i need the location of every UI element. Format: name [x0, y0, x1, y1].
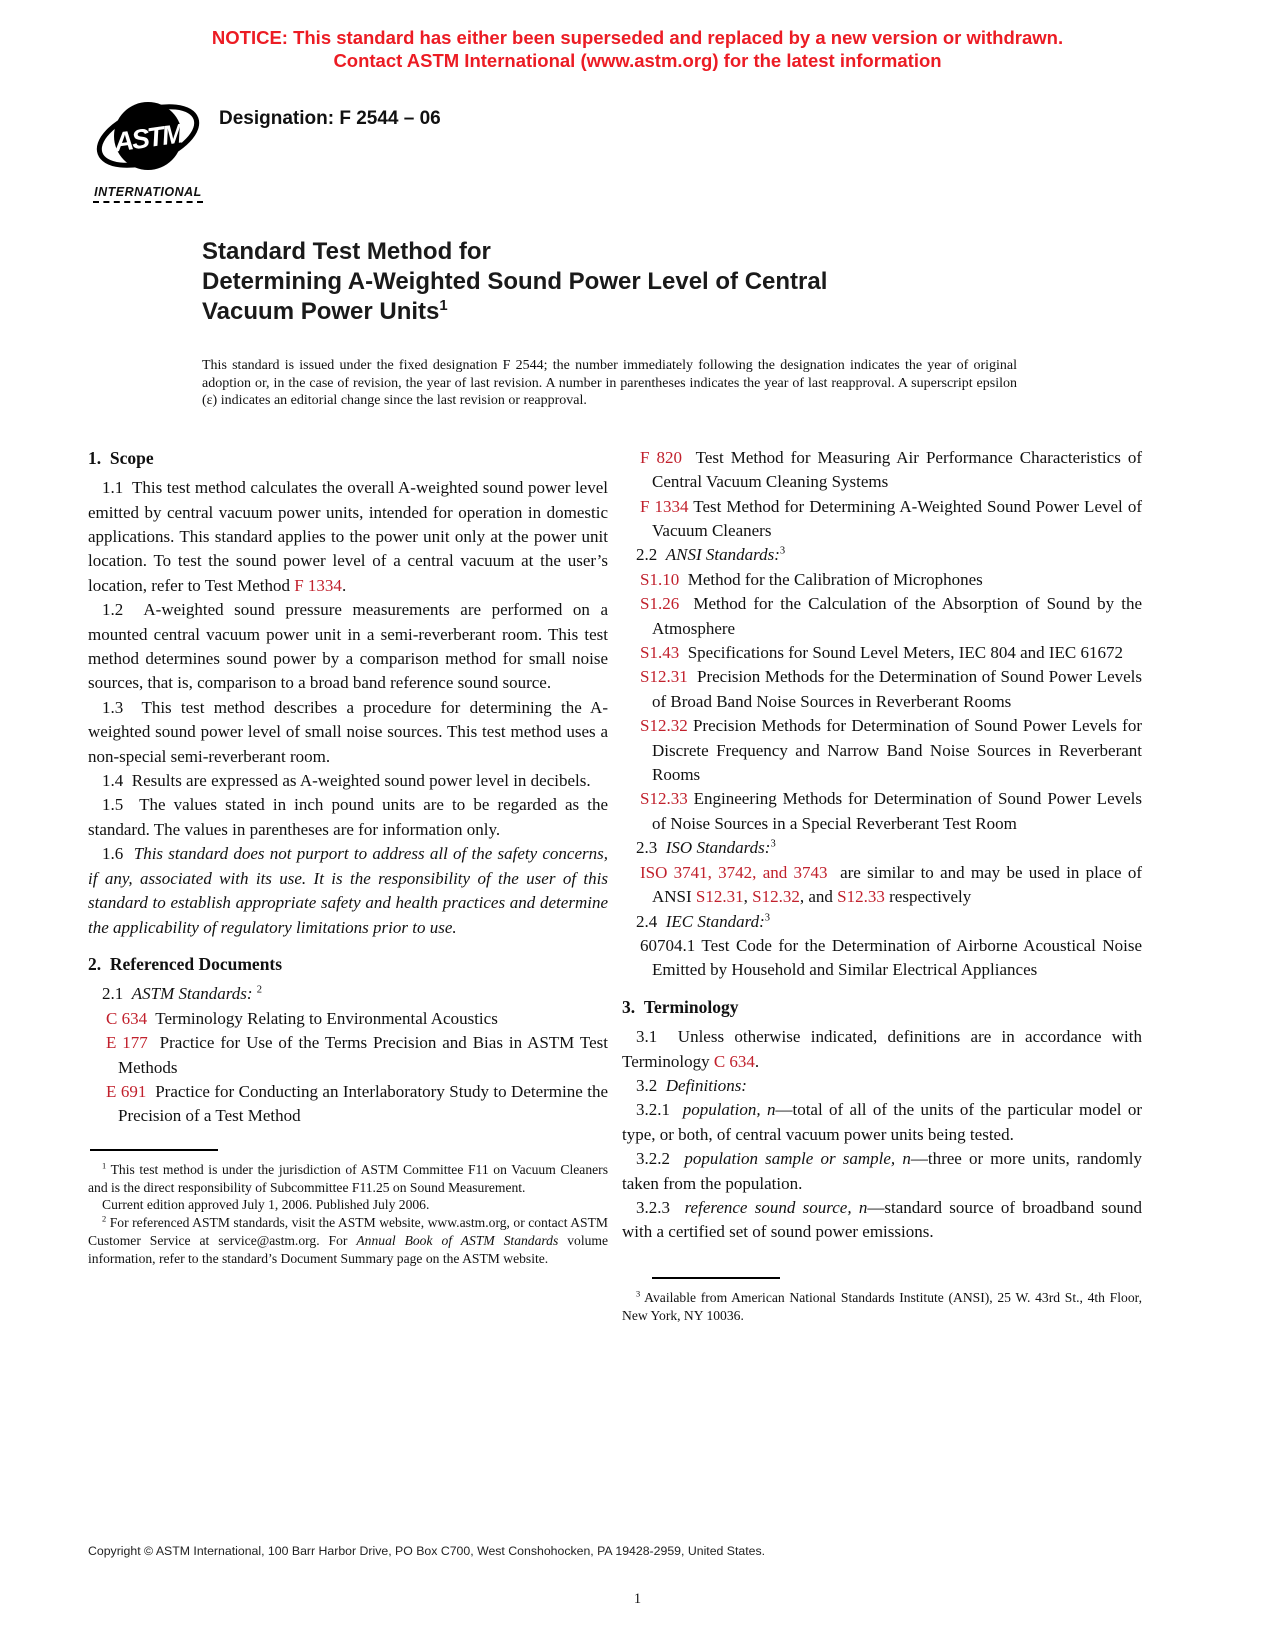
text-segment: Precision Methods for the Determination of Sound Power Levels of Broad Band Noise Sources in Reverberant Rooms	[652, 667, 1142, 711]
footnote-rule-right	[652, 1277, 780, 1279]
reference-s1-10	[622, 568, 1142, 592]
reference-iso-3741	[622, 861, 1142, 910]
text-segment: —three or more units, randomly taken from the population.	[622, 1149, 1143, 1193]
text-segment: , and	[799, 887, 838, 907]
title-line-2: Determining A-Weighted Sound Power Level of Central	[202, 268, 828, 295]
section-3-heading: 3. Terminology	[622, 996, 739, 1017]
text-segment: Available from American National Standards Institute (ANSI), 25 W. 43rd St., 4th Floor, New York, NY 10036.	[622, 1289, 1142, 1323]
doc-link[interactable]: S12.32	[752, 887, 800, 907]
text-segment: ANSI Standards:	[665, 545, 780, 565]
doc-link[interactable]: S1.10	[640, 569, 680, 589]
paragraph-1-4: 1.4 Results are expressed as A-weighted sound power level in decibels.	[102, 771, 591, 791]
right-column	[622, 446, 1142, 1325]
footnote-rule-left	[90, 1149, 218, 1151]
text-segment: —standard source of broadband sound with a certified set of sound power emissions.	[622, 1197, 1142, 1242]
issued-note: This standard is issued under the fixed designation F 2544; the number immediately following the designation indicates the year of original adoption or, in the case of revision, the year of last revision. A number in parentheses indicates the year of last reapproval. A superscript epsilon (ε) indicates an editorial change since the last revision or reapproval.	[202, 358, 1017, 409]
footnote-2-text	[88, 1214, 608, 1267]
footnote-3-text	[622, 1289, 1142, 1325]
text-segment: 3	[770, 838, 776, 850]
footnote-1	[88, 1161, 608, 1268]
text-segment: 1	[439, 298, 448, 314]
doc-link[interactable]: S12.31	[640, 667, 688, 687]
text-segment: 3.2.1	[636, 1100, 683, 1120]
doc-link[interactable]: F 820	[640, 447, 682, 467]
reference-s12-32	[622, 714, 1142, 787]
footnote-3	[622, 1289, 1142, 1325]
text-segment: 2	[102, 1213, 107, 1224]
text-segment: IEC Standard:	[665, 911, 765, 931]
paragraph-3-1	[622, 1025, 1142, 1074]
text-segment: Test Method for Determining A-Weighted Sound Power Level of Vacuum Cleaners	[652, 496, 1142, 540]
paragraph-1-6	[88, 842, 608, 940]
reference-s1-43	[622, 641, 1142, 665]
document-header	[93, 92, 1275, 203]
text-segment: are similar to and may be used in place of ANSI	[652, 862, 1142, 907]
text-segment: Specifications for Sound Level Meters, IEC 804 and IEC 61672	[679, 643, 1124, 663]
text-segment: 1.1 This test method calculates the overall A-weighted sound power level emitted by central vacuum power units, intended for operation in domestic applications. This standard applies to the power unit only at the power unit location. To test the sound power level of a central vacuum at the user’s location, refer to Test Method	[88, 478, 608, 595]
text-segment: —total of all of the units of the particular model or type, or both, of central vacuum power units being tested.	[622, 1100, 1143, 1144]
reference-60704-1: 60704.1 Test Code for the Determination of Airborne Acoustical Noise Emitted by Household and Similar Electrical Appliances	[640, 935, 1142, 980]
paragraph-3-2	[622, 1074, 1142, 1098]
doc-link[interactable]: S12.32	[640, 716, 688, 736]
reference-s1-26	[622, 592, 1142, 641]
body-columns	[88, 446, 1142, 1325]
astm-logo-acronym: ASTM	[112, 118, 185, 158]
doc-link[interactable]: E 691	[106, 1081, 147, 1101]
text-segment: volume information, refer to the standard’s Document Summary page on the ASTM website.	[88, 1232, 608, 1266]
page-number: 1	[633, 1591, 642, 1607]
text-segment: 1.6	[102, 844, 134, 864]
text-segment: ASTM Standards:	[131, 984, 253, 1004]
reference-f820	[622, 446, 1142, 495]
doc-link[interactable]: C 634	[106, 1008, 148, 1028]
text-segment: reference sound source, n	[684, 1197, 868, 1217]
designation-label: Designation: F 2544 – 06	[219, 108, 441, 129]
paragraph-3-2-3	[622, 1196, 1142, 1245]
text-segment: 3	[636, 1288, 641, 1299]
doc-link[interactable]: S1.26	[640, 594, 680, 614]
text-segment: 2.4	[636, 911, 666, 931]
paragraph-1-2: 1.2 A-weighted sound pressure measurements are performed on a mounted central vacuum power unit in a semi-reverberant room. This test method determines sound power by a comparison method for small noise sources, that is, comparison to a broad band reference sound source.	[88, 600, 608, 693]
text-segment: ISO Standards:	[665, 838, 771, 858]
text-segment: population, n	[682, 1100, 776, 1120]
reference-f1334	[622, 495, 1142, 544]
doc-link[interactable]: S1.43	[640, 643, 680, 663]
copyright-line: Copyright © ASTM International, 100 Barr Harbor Drive, PO Box C700, West Conshohocken, PA 19428-2959, United States.	[88, 1544, 766, 1558]
text-segment: This test method is under the jurisdiction of ASTM Committee F11 on Vacuum Cleaners and is the direct responsibility of Subcommittee F11.25 on Sound Measurement.	[88, 1161, 608, 1195]
text-segment: 3	[779, 545, 786, 557]
text-segment: Test Method for Measuring Air Performance Characteristics of Central Vacuum Cleaning Systems	[652, 447, 1142, 492]
text-segment: For referenced ASTM standards, visit the ASTM website, www.astm.org, or contact ASTM Customer Service at service@astm.org. For	[88, 1215, 608, 1248]
text-segment: 3.2	[636, 1075, 666, 1095]
reference-c634	[88, 1007, 608, 1031]
text-segment: Annual Book of ASTM Standards	[356, 1232, 559, 1248]
text-segment: .	[341, 575, 347, 595]
section-2-heading: 2. Referenced Documents	[88, 953, 283, 974]
reference-e691	[88, 1080, 608, 1129]
supersession-notice	[0, 26, 1275, 72]
doc-link[interactable]: C 634	[713, 1051, 755, 1071]
page-title	[202, 237, 1042, 327]
doc-link[interactable]: S12.33	[837, 887, 885, 907]
text-segment: 3.2.3	[636, 1197, 685, 1217]
paragraph-1-3: 1.3 This test method describes a procedure for determining the A-weighted sound power level of small noise sources. This test method uses a non-special semi-reverberant room.	[88, 697, 608, 766]
text-segment: This standard does not purport to address all of the safety concerns, if any, associated with its use. It is the responsibility of the user of this standard to establish appropriate safety and health practices and determine the applicability of regulatory limitations prior to use.	[88, 844, 609, 937]
text-segment: ,	[743, 887, 753, 907]
text-segment: 2.1	[102, 984, 132, 1004]
doc-link[interactable]: S12.31	[695, 887, 744, 907]
paragraph-2-2	[622, 543, 1142, 567]
text-segment: 2.3	[636, 838, 666, 858]
doc-link[interactable]: S12.33	[640, 789, 688, 809]
doc-link[interactable]: E 177	[106, 1033, 148, 1053]
paragraph-2-1	[88, 982, 608, 1006]
title-line-3	[202, 297, 1042, 327]
text-segment: 3.1 Unless otherwise indicated, definitions are in accordance with Terminology	[622, 1027, 1142, 1071]
text-segment: Engineering Methods for Determination of Sound Power Levels of Noise Sources in a Special Reverberant Test Room	[652, 789, 1142, 833]
paragraph-3-2-1	[622, 1098, 1142, 1147]
text-segment: .	[754, 1051, 760, 1071]
text-segment: Method for the Calibration of Microphones	[679, 569, 983, 589]
section-1-heading: 1. Scope	[88, 447, 154, 468]
astm-logo	[93, 92, 203, 203]
paragraph-1-5: 1.5 The values stated in inch pound units are to be regarded as the standard. The values in parentheses are for information only.	[88, 795, 608, 839]
paragraph-3-2-2	[622, 1147, 1142, 1196]
text-segment: Definitions:	[665, 1075, 747, 1095]
reference-s12-33	[622, 787, 1142, 836]
text-segment: Precision Methods for Determination of Sound Power Levels for Discrete Frequency and Narrow Band Noise Sources in Reverberant Rooms	[652, 716, 1142, 785]
text-segment: Vacuum Power Units	[202, 298, 440, 325]
doc-link[interactable]: F 1334	[294, 575, 342, 595]
footnote-1-text	[88, 1161, 608, 1197]
text-segment: population sample or sample, n	[684, 1149, 911, 1169]
text-segment: Practice for Use of the Terms Precision and Bias in ASTM Test Methods	[118, 1033, 608, 1077]
text-segment: 1	[102, 1160, 107, 1171]
left-column	[88, 446, 608, 1325]
paragraph-2-3	[622, 836, 1142, 860]
paragraph-2-4	[622, 910, 1142, 934]
text-segment: Terminology Relating to Environmental Acoustics	[147, 1008, 498, 1028]
notice-line-1: NOTICE: This standard has either been superseded and replaced by a new version or withdrawn.	[211, 27, 1064, 48]
notice-line-2: Contact ASTM International (www.astm.org) for the latest information	[333, 50, 942, 71]
text-segment: 2	[256, 984, 263, 996]
astm-logo-subtitle: INTERNATIONAL	[93, 185, 203, 203]
text-segment: 2.2	[636, 545, 666, 565]
text-segment: 3.2.2	[636, 1149, 685, 1169]
text-segment: respectively	[884, 887, 972, 907]
astm-logo-mark	[95, 92, 201, 184]
paragraph-1-1	[88, 476, 608, 598]
text-segment: Method for the Calculation of the Absorption of Sound by the Atmosphere	[652, 594, 1142, 638]
footnote-1b-text: Current edition approved July 1, 2006. Published July 2006.	[102, 1197, 430, 1213]
title-line-1: Standard Test Method for	[202, 238, 491, 265]
text-segment: Practice for Conducting an Interlaboratory Study to Determine the Precision of a Test Method	[118, 1081, 608, 1126]
reference-s12-31	[622, 665, 1142, 714]
doc-link[interactable]: ISO 3741, 3742, and 3743	[640, 862, 828, 882]
reference-e177	[88, 1031, 608, 1080]
text-segment: 3	[764, 911, 771, 923]
doc-link[interactable]: F 1334	[640, 496, 689, 516]
